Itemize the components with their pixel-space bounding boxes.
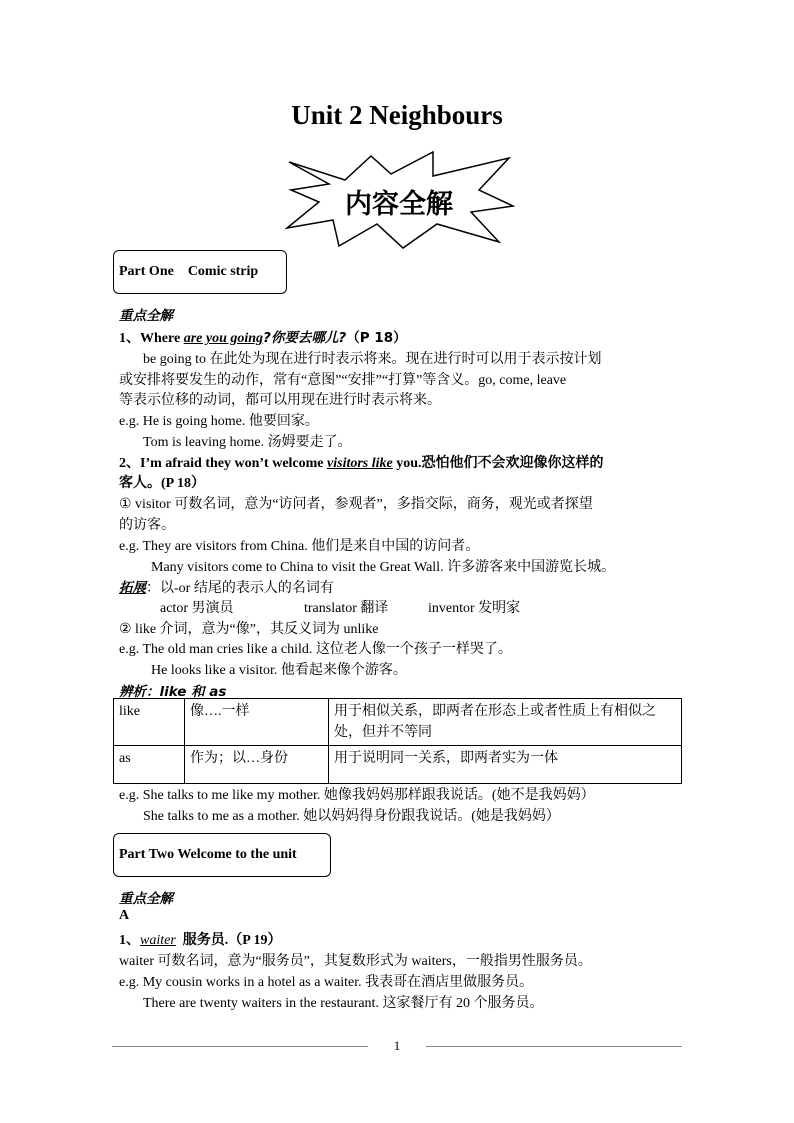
paragraph-line: 或安排将要发生的动作，常有“意图”“安排”“打算”等含义。go, come, leave [119,373,567,388]
paragraph-line: be going to 在此处为现在进行时表示将来。现在进行时可以用于表示按计划 [143,352,602,367]
example-line: There are twenty waiters in the restaurant. 这家餐厅有 20 个服务员。 [143,996,544,1011]
table-cell: 用于相似关系，即两者在形态上或者性质上有相似之处，但并不等同 [329,699,682,746]
example-line: e.g. He is going home. 他要回家。 [119,414,319,429]
part-two-label: Part Two Welcome to the unit [119,847,297,862]
item-word: waiter [140,933,176,948]
paragraph-line: 等表示位移的动词，都可以用现在进行时表示将来。 [119,393,441,408]
paragraph-line: ② like 介词，意为“像”，其反义词为 unlike [119,622,379,637]
example-line: e.g. My cousin works in a hotel as a waiter. 我表哥在酒店里做服务员。 [119,975,534,990]
example-line: e.g. They are visitors from China. 他们是来自中国的访问者。 [119,539,480,554]
table-cell: like [114,699,185,746]
item-2-phrase: visitors like [327,456,393,471]
extension-word: inventor 发明家 [428,601,521,616]
extension-line [119,576,334,597]
item-2-heading [119,452,604,472]
comparison-table [113,698,682,784]
example-line: e.g. She talks to me like my mother. 她像我妈妈那样跟我说话。(她不是我妈妈） [119,788,595,803]
item-1-heading [119,326,407,347]
extension-label: 拓展 [119,580,146,596]
table-cell: as [114,746,185,784]
example-line: He looks like a visitor. 他看起来像个游客。 [151,663,407,678]
extension-text: ：以-or 结尾的表示人的名词有 [146,581,334,596]
extension-word: translator 翻译 [304,601,389,616]
page-number: 1 [393,1038,401,1053]
part-one-box [113,250,287,294]
table-cell: 用于说明同一关系，即两者实为一体 [329,746,682,784]
item-1-page: （P 18） [346,330,407,346]
item-1-heading [119,929,282,949]
item-2-number: 2、I’m afraid they won’t welcome [119,456,328,471]
page-title: Unit 2 Neighbours [291,100,503,130]
example-line: e.g. The old man cries like a child. 这位老人像一个孩子一样哭了。 [119,642,512,657]
table-cell: 像….一样 [185,699,329,746]
table-row [114,699,682,746]
key-points-heading: 重点全解 [119,891,173,907]
extension-word: actor 男演员 [160,601,234,616]
item-1-phrase: are you going [183,331,264,346]
footer-rule-right [426,1046,682,1047]
item-translation: 服务员.（P 19） [175,933,282,948]
item-number: 1、 [119,933,140,948]
item-2-heading-cont: 客人。(P 18） [119,476,205,491]
item-1-number: 1、Where [119,331,184,346]
item-1-translation: ?你要去哪儿? [263,330,347,346]
section-label: A [119,908,130,923]
paragraph-line: ① visitor 可数名词，意为“访问者，参观者”，多指交际，商务，观光或者探望 [119,497,593,512]
example-line: Many visitors come to China to visit the Great Wall. 许多游客来中国游览长城。 [151,560,616,575]
badge-text: 内容全解 [345,189,453,220]
paragraph-line: waiter 可数名词，意为“服务员”，其复数形式为 waiters，一般指男性服务员。 [119,954,592,969]
paragraph-line: 的访客。 [119,518,175,533]
example-line: Tom is leaving home. 汤姆要走了。 [143,435,352,450]
content-badge [283,150,515,250]
part-two-box [113,833,331,877]
table-row [114,746,682,784]
analysis-heading: 辨析：like 和 as [119,684,227,700]
part-one-label: Part One Comic strip [119,264,259,279]
table-cell: 作为；以…身份 [185,746,329,784]
example-line: She talks to me as a mother. 她以妈妈得身份跟我说话。(她是我妈妈） [143,809,560,824]
item-2-translation: you.恐怕他们不会欢迎像你这样的 [392,456,604,471]
key-points-heading: 重点全解 [119,308,173,324]
